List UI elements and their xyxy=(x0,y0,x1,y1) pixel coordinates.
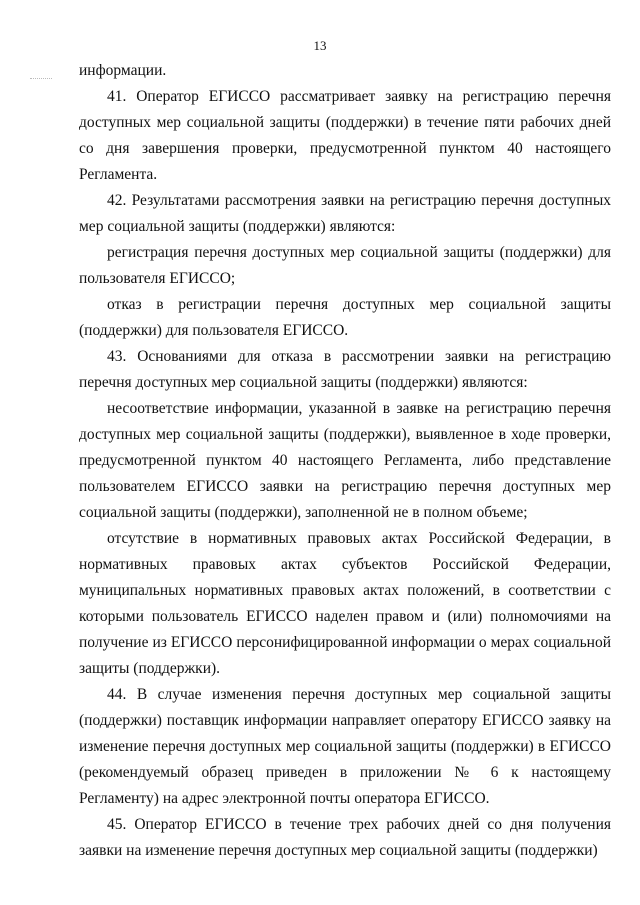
page-number: 13 xyxy=(313,38,327,53)
paragraph-43: 43. Основаниями для отказа в рассмотрении заявки на регистрацию перечня доступных мер социальной защиты (поддержки) являются: xyxy=(79,348,611,391)
paragraph-43-item-1: несоответствие информации, указанной в заявке на регистрацию перечня доступных мер социальной защиты (поддержки), выявленное в ходе проверки, предусмотренной пунктом 40 настоящего Регламента, либо представление пользователем ЕГИССО заявки на регистрацию перечня доступных мер социальной защиты (поддержки), заполненной не в полном объеме; xyxy=(79,400,611,521)
paragraph-42: 42. Результатами рассмотрения заявки на регистрацию перечня доступных мер социальной защиты (поддержки) являются: xyxy=(79,192,611,235)
paragraph-43-item-2: отсутствие в нормативных правовых актах Российской Федерации, в нормативных правовых актах субъектов Российской Федерации, муниципальных нормативных правовых актах положений, в соответствии с которыми пользователь ЕГИССО наделен правом и (или) полномочиями на получение из ЕГИССО персонифицированной информации о мерах социальной защиты (поддержки). xyxy=(79,530,611,677)
document-body xyxy=(79,58,611,864)
scan-mark xyxy=(30,78,52,80)
paragraph-continuation: информации. xyxy=(79,62,167,79)
paragraph-42-item-2: отказ в регистрации перечня доступных мер социальной защиты (поддержки) для пользователя ЕГИССО. xyxy=(79,296,611,339)
paragraph-44: 44. В случае изменения перечня доступных мер социальной защиты (поддержки) поставщик информации направляет оператору ЕГИССО заявку на изменение перечня доступных мер социальной защиты (поддержки) в ЕГИССО (рекомендуемый образец приведен в приложении № 6 к настоящему Регламенту) на адрес электронной почты оператора ЕГИССО. xyxy=(79,686,611,807)
paragraph-45: 45. Оператор ЕГИССО в течение трех рабочих дней со дня получения заявки на изменение перечня доступных мер социальной защиты (поддержки) xyxy=(79,816,611,859)
paragraph-42-item-1: регистрация перечня доступных мер социальной защиты (поддержки) для пользователя ЕГИССО; xyxy=(79,244,611,287)
paragraph-41: 41. Оператор ЕГИССО рассматривает заявку на регистрацию перечня доступных мер социальной защиты (поддержки) в течение пяти рабочих дней со дня завершения проверки, предусмотренной пунктом 40 настоящего Регламента. xyxy=(79,88,611,183)
